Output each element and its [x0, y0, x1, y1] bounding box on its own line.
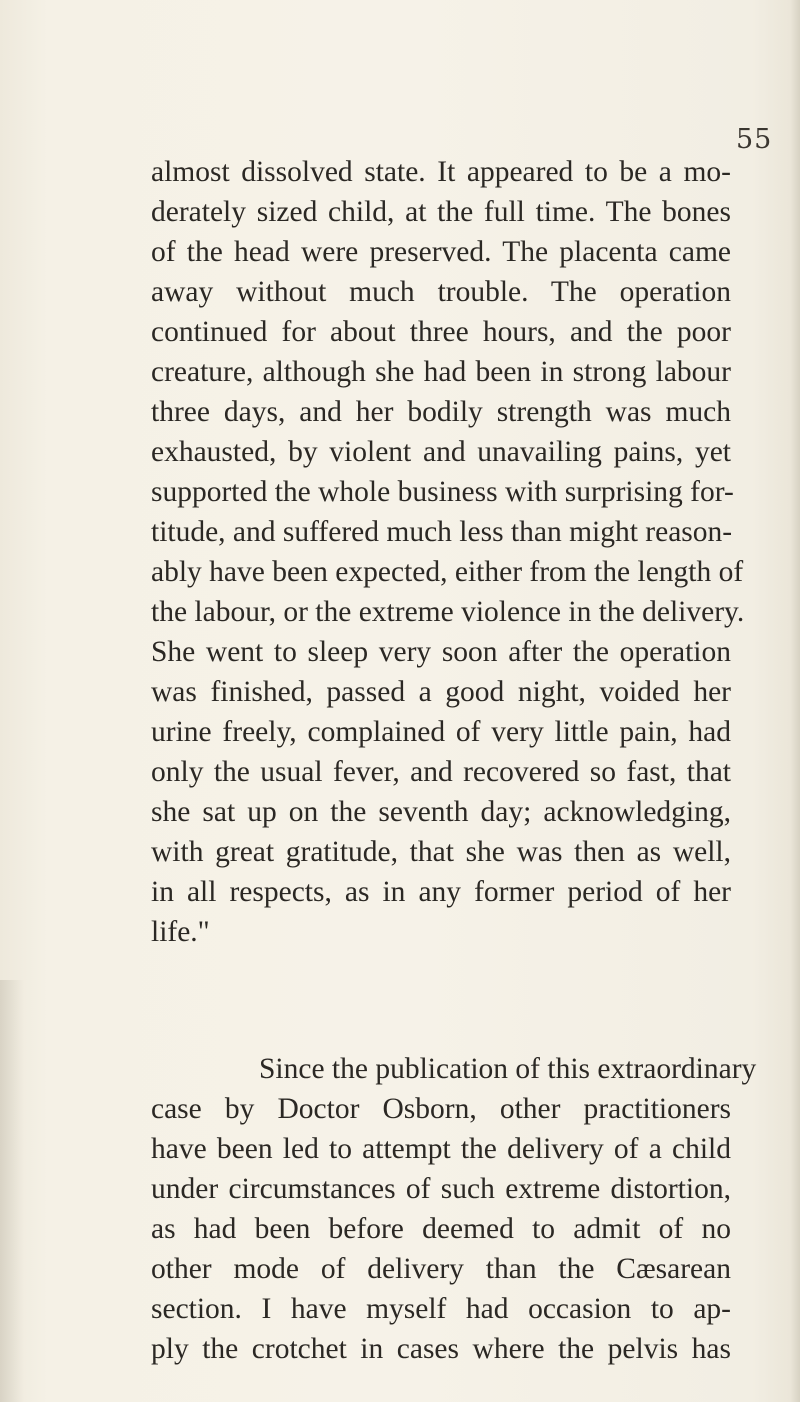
text-line: have been led to attempt the delivery of a child [151, 1133, 731, 1165]
text-line: three days, and her bodily strength was much [151, 396, 731, 428]
text-line: the labour, or the extreme violence in the delivery. [151, 596, 745, 628]
text-line: was finished, passed a good night, voided her [151, 676, 731, 708]
text-line: titude, and suffered much less than might reason- [151, 516, 733, 548]
text-line: as had been before deemed to admit of no [151, 1213, 731, 1245]
text-line: life." [151, 916, 210, 948]
page-edge-shadow [790, 0, 800, 1402]
text-line: away without much trouble. The operation [151, 276, 731, 308]
text-line: only the usual fever, and recovered so fast, that [151, 756, 731, 788]
text-line: under circumstances of such extreme distortion, [151, 1173, 731, 1205]
text-line: creature, although she had been in strong labour [151, 356, 731, 388]
text-line: section. I have myself had occasion to ap- [151, 1293, 731, 1325]
text-line: of the head were preserved. The placenta came [151, 236, 731, 268]
paragraph-2 [151, 1049, 757, 1369]
text-line: derately sized child, at the full time. The bones [151, 196, 731, 228]
text-line: She went to sleep very soon after the operation [151, 636, 731, 668]
text-line: supported the whole business with surprising for- [151, 476, 734, 508]
text-line: ably have been expected, either from the length of [151, 556, 744, 588]
text-line: with great gratitude, that she was then as well, [151, 836, 731, 868]
text-line: continued for about three hours, and the poor [151, 316, 731, 348]
text-line: she sat up on the seventh day; acknowledging, [151, 796, 731, 828]
paragraph-1 [151, 152, 745, 952]
page-number: 55 [736, 124, 773, 155]
text-line: almost dissolved state. It appeared to be a mo- [151, 156, 731, 188]
text-line: other mode of delivery than the Cæsarean [151, 1253, 731, 1285]
text-line: ply the crotchet in cases where the pelvis has [151, 1333, 731, 1365]
text-line: exhausted, by violent and unavailing pains, yet [151, 436, 731, 468]
text-line: urine freely, complained of very little pain, had [151, 716, 731, 748]
binding-shadow [0, 980, 24, 1402]
text-line: Since the publication of this extraordinary [259, 1053, 757, 1085]
text-line: in all respects, as in any former period of her [151, 876, 731, 908]
text-line: case by Doctor Osborn, other practitioners [151, 1093, 731, 1125]
